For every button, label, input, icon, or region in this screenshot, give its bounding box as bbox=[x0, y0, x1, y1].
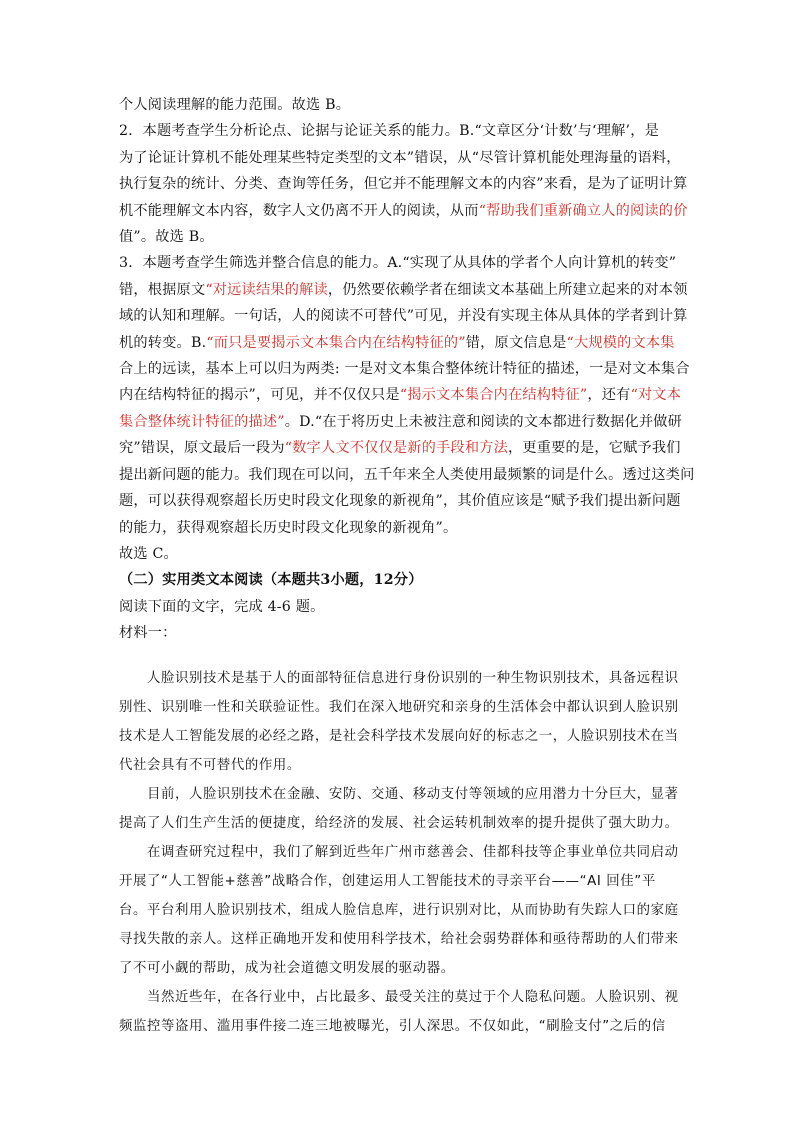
material-p1-line-3: 技术是人工智能发展的必经之路，是社会科学技术发展向好的标志之一，人脸识别技术在当 bbox=[119, 729, 679, 744]
q3-line-6: 内在结构特征的揭示”，可见，并不仅仅只是“揭示文本集合内在结构特征”，还有“对文本 bbox=[119, 387, 682, 404]
q2-line-4: 机不能理解文本内容，数字人文仍离不开人的阅读，从而“帮助我们重新确立人的阅读的价 bbox=[119, 202, 688, 219]
q3-line-8: 究”错误，原文最后一段为“数字人文不仅仅是新的手段和方法，更重要的是，它赋予我们 bbox=[119, 440, 681, 457]
material-p1-line-4: 代社会具有不可替代的作用。 bbox=[119, 758, 301, 773]
q3-line-4: 机的转变。B.“而只是要揭示文本集合内在结构特征的”错，原文信息是“大规模的文本集 bbox=[119, 334, 675, 351]
q3-line-3: 域的认知和理解。一句话，人的阅读不可替代”可见，并没有实现主体从具体的学者到计算 bbox=[119, 308, 688, 325]
quoted-source-text: “揭示文本集合内在结构特征” bbox=[399, 387, 588, 404]
quoted-source-text: “大规模的文本集 bbox=[566, 334, 675, 351]
material-p1-line-1: 人脸识别技术是基于人的面部特征信息进行身份识别的一种生物识别技术，具备远程识 bbox=[147, 671, 679, 686]
section-instruction: 阅读下面的文字，完成 4-6 题。 bbox=[119, 598, 325, 615]
q3-line-2: 错，根据原文“对远读结果的解读，仍然要依赖学者在细读文本基础上所建立起来的对本领 bbox=[119, 281, 688, 298]
material-p1-line-2: 别性、识别唯一性和关联验证性。我们在深入地研究和亲身的生活体会中都认识到人脸识别 bbox=[119, 700, 679, 715]
q2-line-2: 为了论证计算机不能处理某些特定类型的文本”错误，从“尽管计算机能处理海量的语料， bbox=[119, 149, 681, 166]
quoted-source-text: “而只是要揭示文本集合内在结构特征的” bbox=[206, 334, 466, 351]
material-label: 材料一： bbox=[119, 625, 177, 642]
material-p4-line-1: 当然近些年，在各行业中，占比最多、最受关注的莫过于个人隐私问题。人脸识别、视 bbox=[147, 990, 679, 1005]
q3-line-9: 提出新问题的能力。我们现在可以问，五千年来全人类使用最频繁的词是什么。透过这类问 bbox=[119, 466, 695, 483]
answer-explanations bbox=[119, 92, 695, 647]
q3-line-1: 3．本题考查学生筛选并整合信息的能力。A.“实现了从具体的学者个人向计算机的转变” bbox=[119, 255, 677, 272]
q3-line-11: 的能力，获得观察超长历史时段文化现象的新视角”。 bbox=[119, 519, 458, 536]
reading-material bbox=[119, 664, 685, 1041]
q2-line-5: 值”。故选 B。 bbox=[119, 229, 214, 246]
material-p3-line-5: 了不可小觑的帮助，成为社会道德文明发展的驱动器。 bbox=[119, 961, 455, 976]
quoted-source-text: “帮助我们重新确立人的阅读的价 bbox=[478, 202, 688, 219]
q3-line-10: 题，可以获得观察超长历史时段文化现象的新视角”，其价值应该是“赋予我们提出新问题 bbox=[119, 493, 681, 510]
material-p3-line-4: 寻找失散的亲人。这样正确地开发和使用科学技术，给社会弱势群体和亟待帮助的人们带来 bbox=[119, 932, 679, 947]
q2-line-3: 执行复杂的统计、分类、查询等任务，但它并不能理解文本的内容”来看，是为了证明计算 bbox=[119, 176, 688, 193]
material-p4-line-2: 频监控等盗用、滥用事件接二连三地被曝光，引人深思。不仅如此，“刷脸支付”之后的信 bbox=[119, 1019, 666, 1034]
q3-choice: 故选 C。 bbox=[119, 545, 178, 562]
material-p3-line-2: 开展了“人工智能+慈善”战略合作，创建运用人工智能技术的寻亲平台——“AI 回佳”平 bbox=[119, 874, 656, 889]
material-p2-line-1: 目前，人脸识别技术在金融、安防、交通、移动支付等领域的应用潜力十分巨大，显著 bbox=[147, 787, 679, 802]
q3-line-5: 合上的远读，基本上可以归为两类: 一是对文本集合整体统计特征的描述，一是对文本集合 bbox=[119, 361, 690, 378]
material-p3-line-1: 在调查研究过程中，我们了解到近些年广州市慈善会、佳都科技等企事业单位共同启动 bbox=[147, 845, 679, 860]
q3-line-7: 集合整体统计特征的描述”。D.“在于将历史上未被注意和阅读的文本都进行数据化并做研 bbox=[119, 413, 683, 430]
quoted-source-text: “对远读结果的解读 bbox=[205, 281, 328, 298]
quoted-source-text: “对文本 bbox=[630, 387, 682, 404]
quoted-source-text: “数字人文不仅仅是新的手段和方法 bbox=[284, 440, 508, 457]
q1-tail-line: 个人阅读理解的能力范围。故选 B。 bbox=[119, 97, 351, 113]
q2-line-1: 2．本题考查学生分析论点、论据与论证关系的能力。B.“文章区分‘计数’与‘理解’，是 bbox=[119, 123, 660, 140]
quoted-source-text: 集合整体统计特征的描述” bbox=[119, 413, 285, 430]
material-p2-line-2: 提高了人们生产生活的便捷度，给经济的发展、社会运转机制效率的提升提供了强大助力。 bbox=[119, 816, 679, 831]
section-heading: （二）实用类文本阅读（本题共3小题，12分） bbox=[119, 572, 423, 589]
material-p3-line-3: 台。平台利用人脸识别技术，组成人脸信息库，进行识别对比，从而协助有失踪人口的家庭 bbox=[119, 903, 679, 918]
